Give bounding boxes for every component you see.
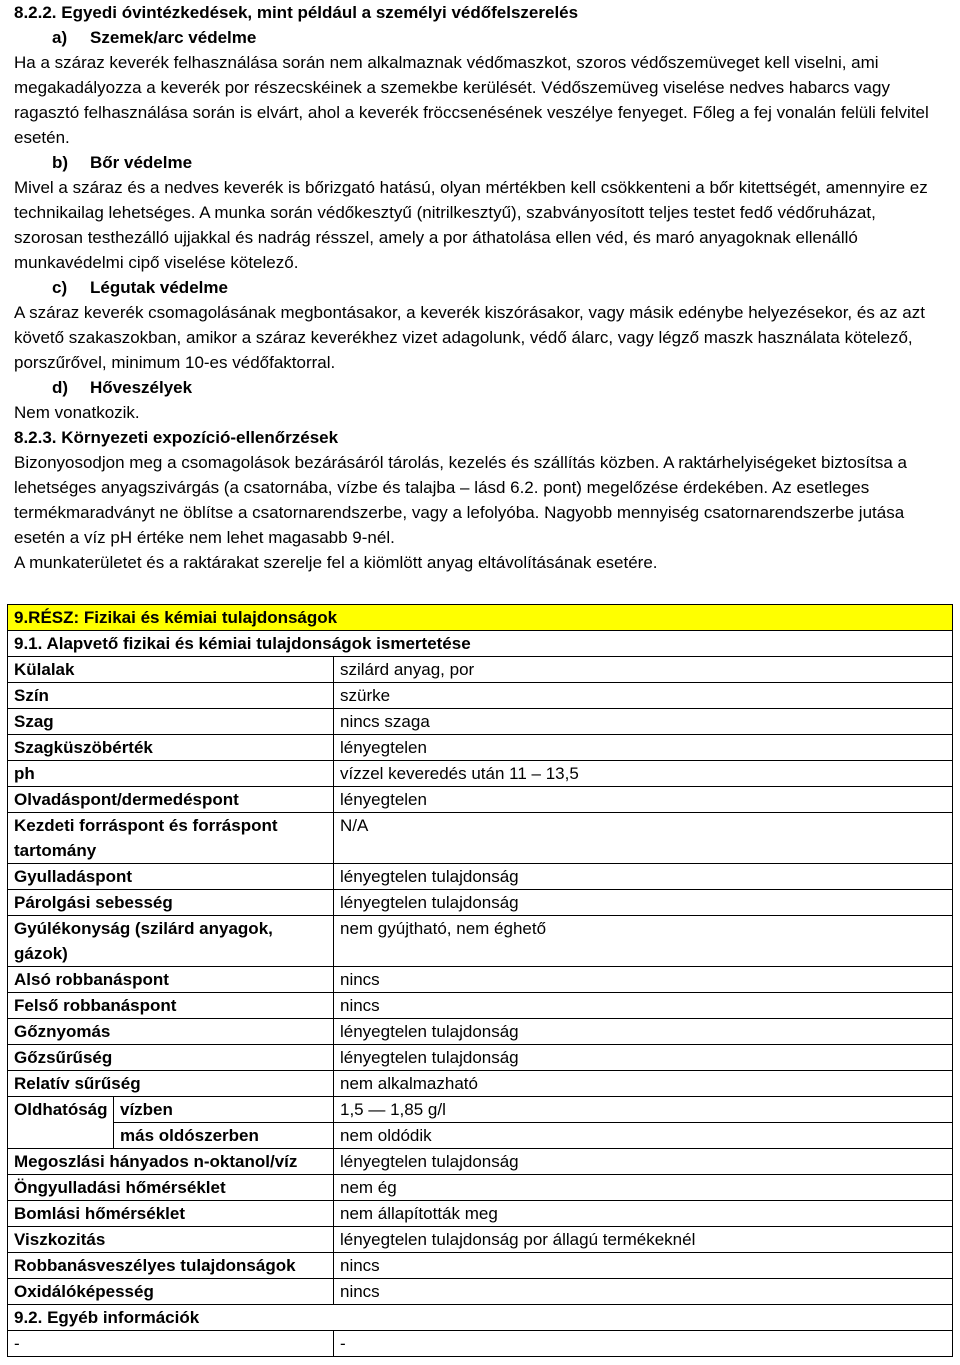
property-label: ph	[8, 761, 334, 787]
solubility-water-label: vízben	[114, 1097, 334, 1123]
property-value: lényegtelen tulajdonság	[334, 864, 953, 890]
item-letter: d)	[52, 378, 69, 397]
property-label: Párolgási sebesség	[8, 890, 334, 916]
eye-protection-heading	[14, 25, 944, 50]
section-8-2-3-title: 8.2.3. Környezeti expozíció-ellenőrzések	[14, 428, 339, 447]
physical-chemical-properties-table	[7, 604, 953, 1357]
property-row	[8, 916, 953, 967]
property-row	[8, 683, 953, 709]
property-value: lényegtelen tulajdonság	[334, 890, 953, 916]
property-value: lényegtelen tulajdonság	[334, 1149, 953, 1175]
property-label: Gőzsűrűség	[8, 1045, 334, 1071]
solubility-water-row	[8, 1097, 953, 1123]
section-9-1-title: 9.1. Alapvető fizikai és kémiai tulajdonságok ismertetése	[8, 631, 953, 657]
property-label: Gőznyomás	[8, 1019, 334, 1045]
property-value: lényegtelen	[334, 735, 953, 761]
property-label: Viszkozitás	[8, 1227, 334, 1253]
property-value: lényegtelen tulajdonság	[334, 1019, 953, 1045]
property-label: Megoszlási hányados n-oktanol/víz	[8, 1149, 334, 1175]
other-info-right: -	[334, 1331, 953, 1357]
solubility-other-label: más oldószerben	[114, 1123, 334, 1149]
property-value: nincs	[334, 1253, 953, 1279]
property-row	[8, 1071, 953, 1097]
property-row	[8, 1149, 953, 1175]
section-9-1-row	[8, 631, 953, 657]
property-row	[8, 890, 953, 916]
property-value: szilárd anyag, por	[334, 657, 953, 683]
property-row	[8, 1201, 953, 1227]
property-label: Gyúlékonyság (szilárd anyagok, gázok)	[8, 916, 334, 967]
skin-protection-heading	[14, 150, 944, 175]
property-row	[8, 787, 953, 813]
property-value: nem gyújtható, nem éghető	[334, 916, 953, 967]
property-value: nem ég	[334, 1175, 953, 1201]
skin-protection-title: Bőr védelme	[90, 153, 193, 172]
property-value: lényegtelen tulajdonság	[334, 1045, 953, 1071]
other-info-left: -	[8, 1331, 334, 1357]
property-row	[8, 1175, 953, 1201]
property-value: N/A	[334, 813, 953, 864]
solubility-other-row	[8, 1123, 953, 1149]
property-row	[8, 1279, 953, 1305]
thermal-hazards-text: Nem vonatkozik.	[14, 403, 140, 422]
property-row	[8, 761, 953, 787]
property-label: Oxidálóképesség	[8, 1279, 334, 1305]
skin-protection-text: Mivel a száraz és a nedves keverék is bőrizgató hatású, olyan mértékben kell csökkenteni a bőr kitettségét, amennyire ez technikailag lehetséges. A munka során védőkesztyű (nitrilkesztyű), szabványosított teljes testet fedő védőruházat, szorosan testhezálló ujjakkal és nadrág résszel, amely a por áthatolása ellen véd, és maró anyagoknak ellenálló munkavédelmi cipő viselése kötelező.	[14, 178, 928, 272]
property-label: Kezdeti forráspont és forráspont tartomány	[8, 813, 334, 864]
property-value: nincs szaga	[334, 709, 953, 735]
solubility-label: Oldhatóság	[8, 1097, 114, 1123]
section-9-header-row	[8, 605, 953, 631]
property-row	[8, 1253, 953, 1279]
section-9-2-values-row	[8, 1331, 953, 1357]
property-row	[8, 735, 953, 761]
property-label: Robbanásveszélyes tulajdonságok	[8, 1253, 334, 1279]
section-9-2-title: 9.2. Egyéb információk	[8, 1305, 953, 1331]
property-row	[8, 813, 953, 864]
property-value: nem alkalmazható	[334, 1071, 953, 1097]
item-letter: b)	[52, 153, 69, 172]
property-row	[8, 993, 953, 1019]
property-label: Alsó robbanáspont	[8, 967, 334, 993]
property-row	[8, 1045, 953, 1071]
property-row	[8, 709, 953, 735]
document-page	[14, 0, 944, 575]
property-value: szürke	[334, 683, 953, 709]
respiratory-protection-text: A száraz keverék csomagolásának megbontásakor, a keverék kiszórásakor, vagy másik edénybe helyezésekor, és az azt követő szakaszokban, amikor a száraz keverékhez vizet adagolunk, védő álarc, vagy légző maszk használata kötelező, porszűrővel, minimum 10-es védőfaktorral.	[14, 303, 925, 372]
property-label: Relatív sűrűség	[8, 1071, 334, 1097]
property-value: nincs	[334, 993, 953, 1019]
property-row	[8, 967, 953, 993]
property-label: Gyulladáspont	[8, 864, 334, 890]
respiratory-protection-title: Légutak védelme	[90, 278, 228, 297]
thermal-hazards-title: Hőveszélyek	[90, 378, 193, 397]
item-letter: c)	[52, 278, 68, 297]
property-value: nem állapították meg	[334, 1201, 953, 1227]
property-row	[8, 1227, 953, 1253]
property-value: lényegtelen tulajdonság por állagú termékeknél	[334, 1227, 953, 1253]
property-row	[8, 864, 953, 890]
properties-rows	[8, 657, 953, 1097]
property-label: Bomlási hőmérséklet	[8, 1201, 334, 1227]
solubility-other-value: nem oldódik	[334, 1123, 953, 1149]
respiratory-protection-heading	[14, 275, 944, 300]
section-8-2-2-title: 8.2.2. Egyedi óvintézkedések, mint például a személyi védőfelszerelés	[14, 3, 579, 22]
property-value: lényegtelen	[334, 787, 953, 813]
properties-rows-2	[8, 1149, 953, 1305]
property-row	[8, 657, 953, 683]
property-value: nincs	[334, 967, 953, 993]
property-label: Külalak	[8, 657, 334, 683]
section-9-2-row	[8, 1305, 953, 1331]
property-value: nincs	[334, 1279, 953, 1305]
thermal-hazards-heading	[14, 375, 944, 400]
eye-protection-text: Ha a száraz keverék felhasználása során nem alkalmaznak védőmaszkot, szoros védőszemüveget kell viselni, ami megakadályozza a keverék por részecskéinek a szemekbe kerülését. Védőszemüveg viselése nedves habarcs vagy ragasztó felhasználása során is elvárt, ahol a keverék fröccsenésének veszélye fenyeget. Főleg a fej vonalán felüli felvitel esetén.	[14, 53, 929, 147]
solubility-label-spacer	[8, 1123, 114, 1149]
property-label: Felső robbanáspont	[8, 993, 334, 1019]
environmental-text-2: A munkaterületet és a raktárakat szerelje fel a kiömlött anyag eltávolításának esetére.	[14, 553, 658, 572]
property-label: Öngyulladási hőmérséklet	[8, 1175, 334, 1201]
property-label: Szagküszöbérték	[8, 735, 334, 761]
property-label: Olvadáspont/dermedéspont	[8, 787, 334, 813]
eye-protection-title: Szemek/arc védelme	[90, 28, 257, 47]
property-label: Szag	[8, 709, 334, 735]
property-row	[8, 1019, 953, 1045]
solubility-water-value: 1,5 — 1,85 g/l	[334, 1097, 953, 1123]
environmental-text-1: Bizonyosodjon meg a csomagolások bezárásáról tárolás, kezelés és szállítás közben. A raktárhelyiségeket biztosítsa a lehetséges anyagszivárgás (a csatornába, vízbe és talajba – lásd 6.2. pont) megelőzése érdekében. Az esetleges termékmaradványt ne öblítse a csatornarendszerbe, vagy a lefolyóba. Nagyobb mennyiség csatornarendszerbe jutása esetén a víz pH értéke nem lehet magasabb 9-nél.	[14, 453, 907, 547]
item-letter: a)	[52, 28, 68, 47]
property-label: Szín	[8, 683, 334, 709]
section-9-title: 9.RÉSZ: Fizikai és kémiai tulajdonságok	[8, 605, 953, 631]
property-value: vízzel keveredés után 11 – 13,5	[334, 761, 953, 787]
